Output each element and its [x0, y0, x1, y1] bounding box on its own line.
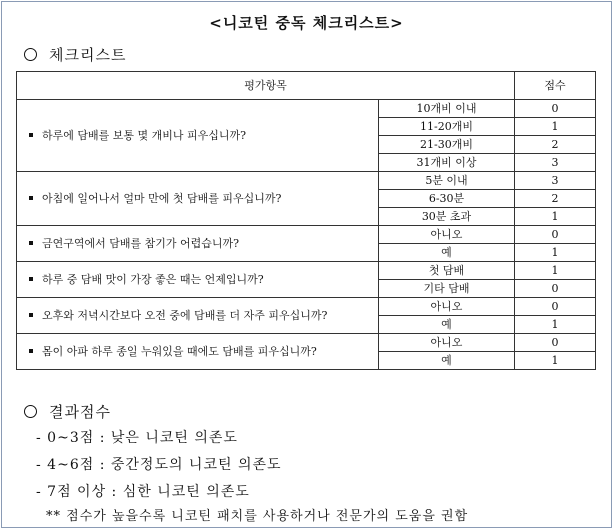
- bullet-icon: [29, 196, 33, 200]
- result-heading: 결과점수: [24, 401, 111, 422]
- option-score: 0: [515, 298, 596, 316]
- table-row: [17, 100, 596, 118]
- checklist-table: [16, 71, 596, 370]
- option-score: 0: [515, 334, 596, 352]
- question-6: 몸이 아파 하루 종일 누워있을 때에도 담배를 피우십니까?: [17, 334, 379, 370]
- checklist-heading: 체크리스트: [24, 44, 126, 65]
- question-4: 하루 중 담배 맛이 가장 좋은 때는 언제입니까?: [17, 262, 379, 298]
- table-header-row: [17, 72, 596, 100]
- question-1: 하루에 담배를 보통 몇 개비나 피우십니까?: [17, 100, 379, 172]
- option-label: 11-20개비: [379, 118, 515, 136]
- recommendation-note: ** 점수가 높을수록 니코틴 패치를 사용하거나 전문가의 도움을 권함: [46, 509, 469, 524]
- option-label: 첫 담배: [379, 262, 515, 280]
- bullet-icon: [29, 241, 33, 245]
- option-label: 5분 이내: [379, 172, 515, 190]
- option-score: 1: [515, 118, 596, 136]
- option-label: 21-30개비: [379, 136, 515, 154]
- option-score: 3: [515, 154, 596, 172]
- option-score: 1: [515, 244, 596, 262]
- option-label: 6-30분: [379, 190, 515, 208]
- option-label: 예: [379, 352, 515, 370]
- table-row: [17, 172, 596, 190]
- question-2: 아침에 일어나서 얼마 만에 첫 담배를 피우십니까?: [17, 172, 379, 226]
- result-line-3: - 7점 이상 : 심한 니코틴 의존도: [36, 484, 250, 500]
- table-row: [17, 226, 596, 244]
- option-label: 10개비 이내: [379, 100, 515, 118]
- option-score: 2: [515, 190, 596, 208]
- bullet-icon: [29, 277, 33, 281]
- circle-bullet-icon: [24, 405, 37, 418]
- question-5: 오후와 저녁시간보다 오전 중에 담배를 더 자주 피우십니까?: [17, 298, 379, 334]
- bullet-icon: [29, 313, 33, 317]
- page-title: <니코틴 중독 체크리스트>: [209, 14, 404, 32]
- option-label: 31개비 이상: [379, 154, 515, 172]
- option-score: 1: [515, 316, 596, 334]
- option-score: 1: [515, 352, 596, 370]
- option-score: 1: [515, 208, 596, 226]
- option-score: 3: [515, 172, 596, 190]
- document-page: [1, 1, 612, 528]
- bullet-icon: [29, 349, 33, 353]
- option-score: 0: [515, 100, 596, 118]
- option-label: 예: [379, 244, 515, 262]
- table-row: [17, 298, 596, 316]
- circle-bullet-icon: [24, 48, 37, 61]
- table-row: [17, 262, 596, 280]
- result-line-1: - 0~3점 : 낮은 니코틴 의존도: [36, 430, 238, 446]
- result-line-2: - 4~6점 : 중간정도의 니코틴 의존도: [36, 457, 282, 473]
- option-score: 0: [515, 226, 596, 244]
- option-label: 아니오: [379, 334, 515, 352]
- bullet-icon: [29, 133, 33, 137]
- table-row: [17, 334, 596, 352]
- header-item: 평가항목: [17, 72, 515, 100]
- question-3: 금연구역에서 담배를 참기가 어렵습니까?: [17, 226, 379, 262]
- option-score: 2: [515, 136, 596, 154]
- option-label: 아니오: [379, 298, 515, 316]
- option-label: 아니오: [379, 226, 515, 244]
- option-label: 30분 초과: [379, 208, 515, 226]
- option-score: 1: [515, 262, 596, 280]
- option-label: 기타 담배: [379, 280, 515, 298]
- header-score: 점수: [515, 72, 596, 100]
- option-label: 예: [379, 316, 515, 334]
- option-score: 0: [515, 280, 596, 298]
